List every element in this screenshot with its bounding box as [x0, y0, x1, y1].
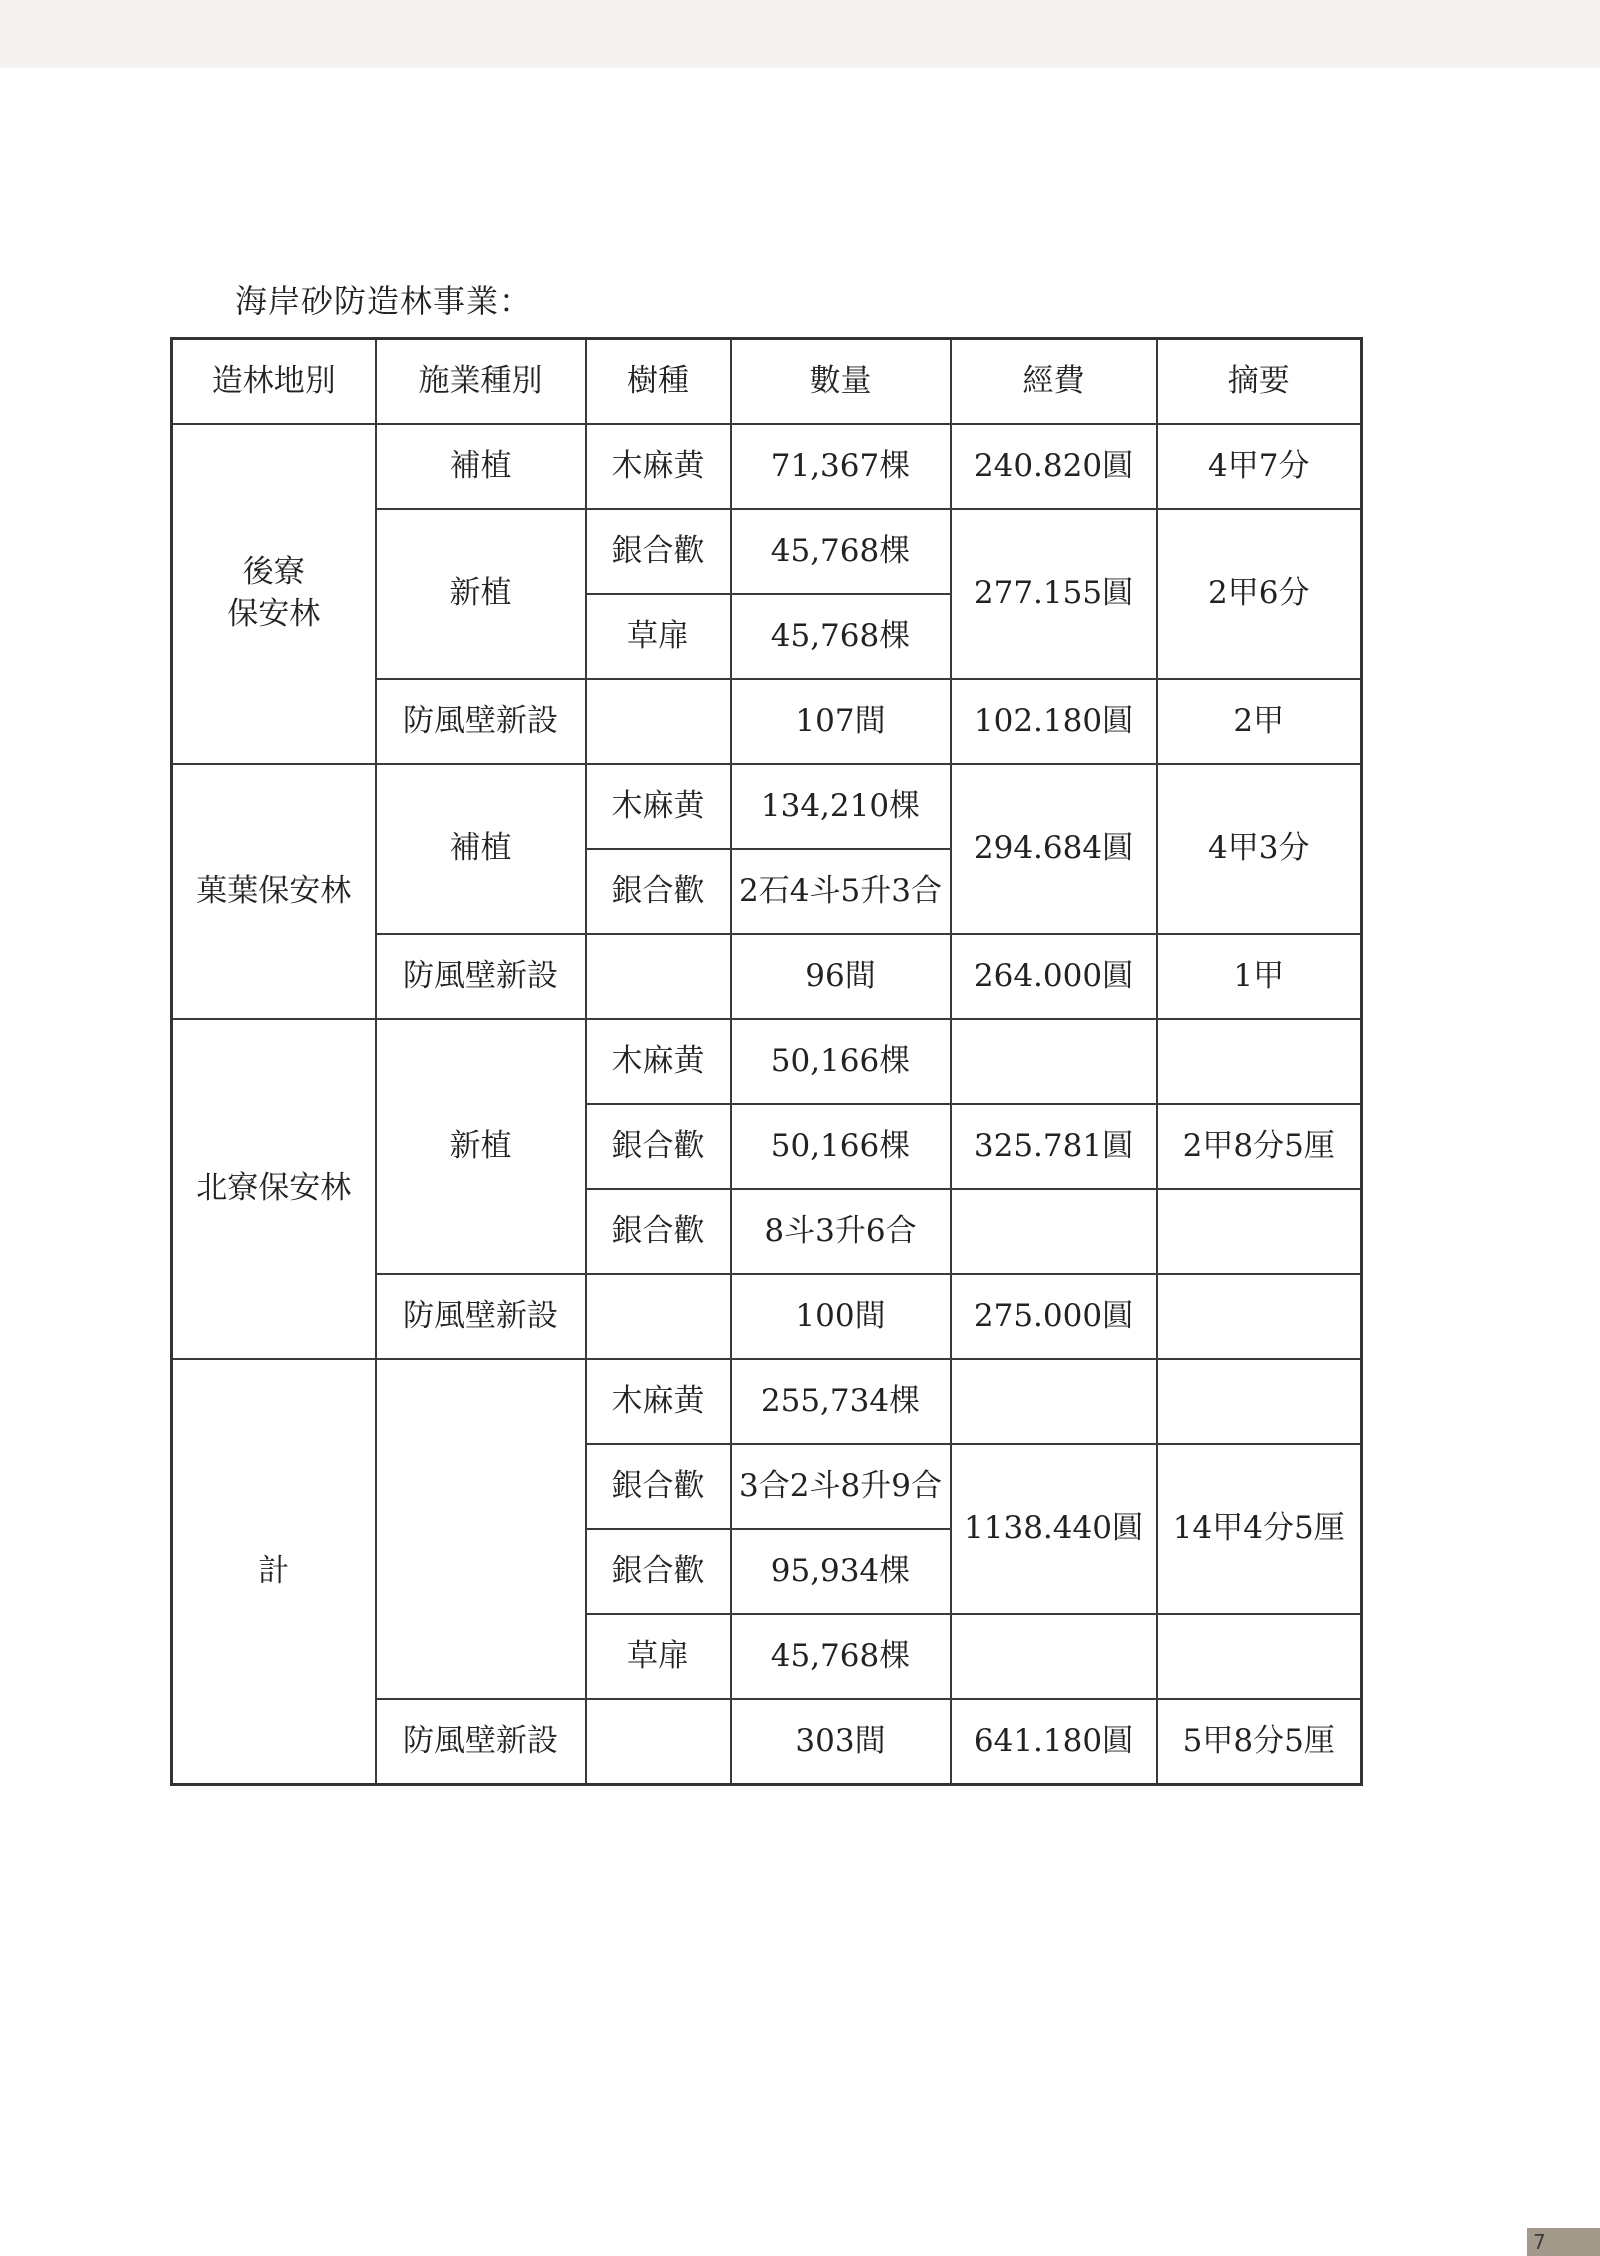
- header-species: 樹種: [586, 339, 731, 425]
- quantity-cell: 3合2斗8升9合: [731, 1444, 951, 1529]
- quantity-cell: 8斗3升6合: [731, 1189, 951, 1274]
- quantity-cell: 45,768棵: [731, 1614, 951, 1699]
- species-cell: 銀合歡: [586, 1529, 731, 1614]
- note-cell: 2甲6分: [1157, 509, 1362, 679]
- cost-cell: [951, 1359, 1157, 1444]
- quantity-cell: 45,768棵: [731, 594, 951, 679]
- note-cell: [1157, 1274, 1362, 1359]
- quantity-cell: 95,934棵: [731, 1529, 951, 1614]
- quantity-cell: 45,768棵: [731, 509, 951, 594]
- table-row: [172, 424, 1362, 509]
- species-cell: 銀合歡: [586, 1189, 731, 1274]
- note-cell: 4甲7分: [1157, 424, 1362, 509]
- species-cell: [586, 934, 731, 1019]
- note-cell: [1157, 1019, 1362, 1104]
- table-header-row: [172, 339, 1362, 425]
- cost-cell: 294.684圓: [951, 764, 1157, 934]
- header-location: 造林地別: [172, 339, 376, 425]
- species-cell: 木麻黄: [586, 1019, 731, 1104]
- work-type-cell: 防風壁新設: [376, 1699, 586, 1785]
- note-cell: 2甲: [1157, 679, 1362, 764]
- note-cell: [1157, 1614, 1362, 1699]
- note-cell: [1157, 1189, 1362, 1274]
- quantity-cell: 2石4斗5升3合: [731, 849, 951, 934]
- location-cell: 計: [172, 1359, 376, 1785]
- work-type-cell: 防風壁新設: [376, 1274, 586, 1359]
- cost-cell: [951, 1189, 1157, 1274]
- quantity-cell: 303間: [731, 1699, 951, 1785]
- cost-cell: 641.180圓: [951, 1699, 1157, 1785]
- work-type-cell: 補植: [376, 424, 586, 509]
- cost-cell: [951, 1019, 1157, 1104]
- note-cell: 2甲8分5厘: [1157, 1104, 1362, 1189]
- species-cell: [586, 679, 731, 764]
- note-cell: [1157, 1359, 1362, 1444]
- species-cell: [586, 1699, 731, 1785]
- cost-cell: 275.000圓: [951, 1274, 1157, 1359]
- species-cell: 銀合歡: [586, 849, 731, 934]
- cost-cell: 264.000圓: [951, 934, 1157, 1019]
- section-title: 海岸砂防造林事業：: [235, 282, 533, 320]
- table-row: [172, 1359, 1362, 1444]
- note-cell: 4甲3分: [1157, 764, 1362, 934]
- quantity-cell: 50,166棵: [731, 1104, 951, 1189]
- cost-cell: [951, 1614, 1157, 1699]
- cost-cell: 1138.440圓: [951, 1444, 1157, 1614]
- cost-cell: 240.820圓: [951, 424, 1157, 509]
- quantity-cell: 100間: [731, 1274, 951, 1359]
- cost-cell: 102.180圓: [951, 679, 1157, 764]
- scan-top-band: [0, 0, 1600, 68]
- species-cell: 木麻黄: [586, 1359, 731, 1444]
- species-cell: 草扉: [586, 1614, 731, 1699]
- species-cell: 銀合歡: [586, 1444, 731, 1529]
- species-cell: 草扉: [586, 594, 731, 679]
- quantity-cell: 107間: [731, 679, 951, 764]
- cost-cell: 325.781圓: [951, 1104, 1157, 1189]
- note-cell: 14甲4分5厘: [1157, 1444, 1362, 1614]
- header-note: 摘要: [1157, 339, 1362, 425]
- quantity-cell: 255,734棵: [731, 1359, 951, 1444]
- species-cell: 木麻黄: [586, 424, 731, 509]
- species-cell: 木麻黄: [586, 764, 731, 849]
- location-cell: 菓葉保安林: [172, 764, 376, 1019]
- quantity-cell: 71,367棵: [731, 424, 951, 509]
- page-number: 7: [1527, 2228, 1600, 2256]
- location-cell: 北寮保安林: [172, 1019, 376, 1359]
- afforestation-table: [170, 337, 1363, 1786]
- work-type-cell: 新植: [376, 509, 586, 679]
- location-line: 後寮: [242, 554, 305, 591]
- table-row: [172, 764, 1362, 849]
- work-type-cell: 補植: [376, 764, 586, 934]
- work-type-cell: 防風壁新設: [376, 679, 586, 764]
- note-cell: 5甲8分5厘: [1157, 1699, 1362, 1785]
- header-cost: 經費: [951, 339, 1157, 425]
- header-quantity: 數量: [731, 339, 951, 425]
- note-cell: 1甲: [1157, 934, 1362, 1019]
- work-type-cell: 新植: [376, 1019, 586, 1274]
- cost-cell: 277.155圓: [951, 509, 1157, 679]
- quantity-cell: 50,166棵: [731, 1019, 951, 1104]
- table-row: [172, 1019, 1362, 1104]
- species-cell: 銀合歡: [586, 1104, 731, 1189]
- quantity-cell: 134,210棵: [731, 764, 951, 849]
- species-cell: 銀合歡: [586, 509, 731, 594]
- species-cell: [586, 1274, 731, 1359]
- header-work-type: 施業種別: [376, 339, 586, 425]
- quantity-cell: 96間: [731, 934, 951, 1019]
- work-type-cell: [376, 1359, 586, 1699]
- location-cell: [172, 424, 376, 764]
- location-line: 保安林: [227, 596, 321, 632]
- work-type-cell: 防風壁新設: [376, 934, 586, 1019]
